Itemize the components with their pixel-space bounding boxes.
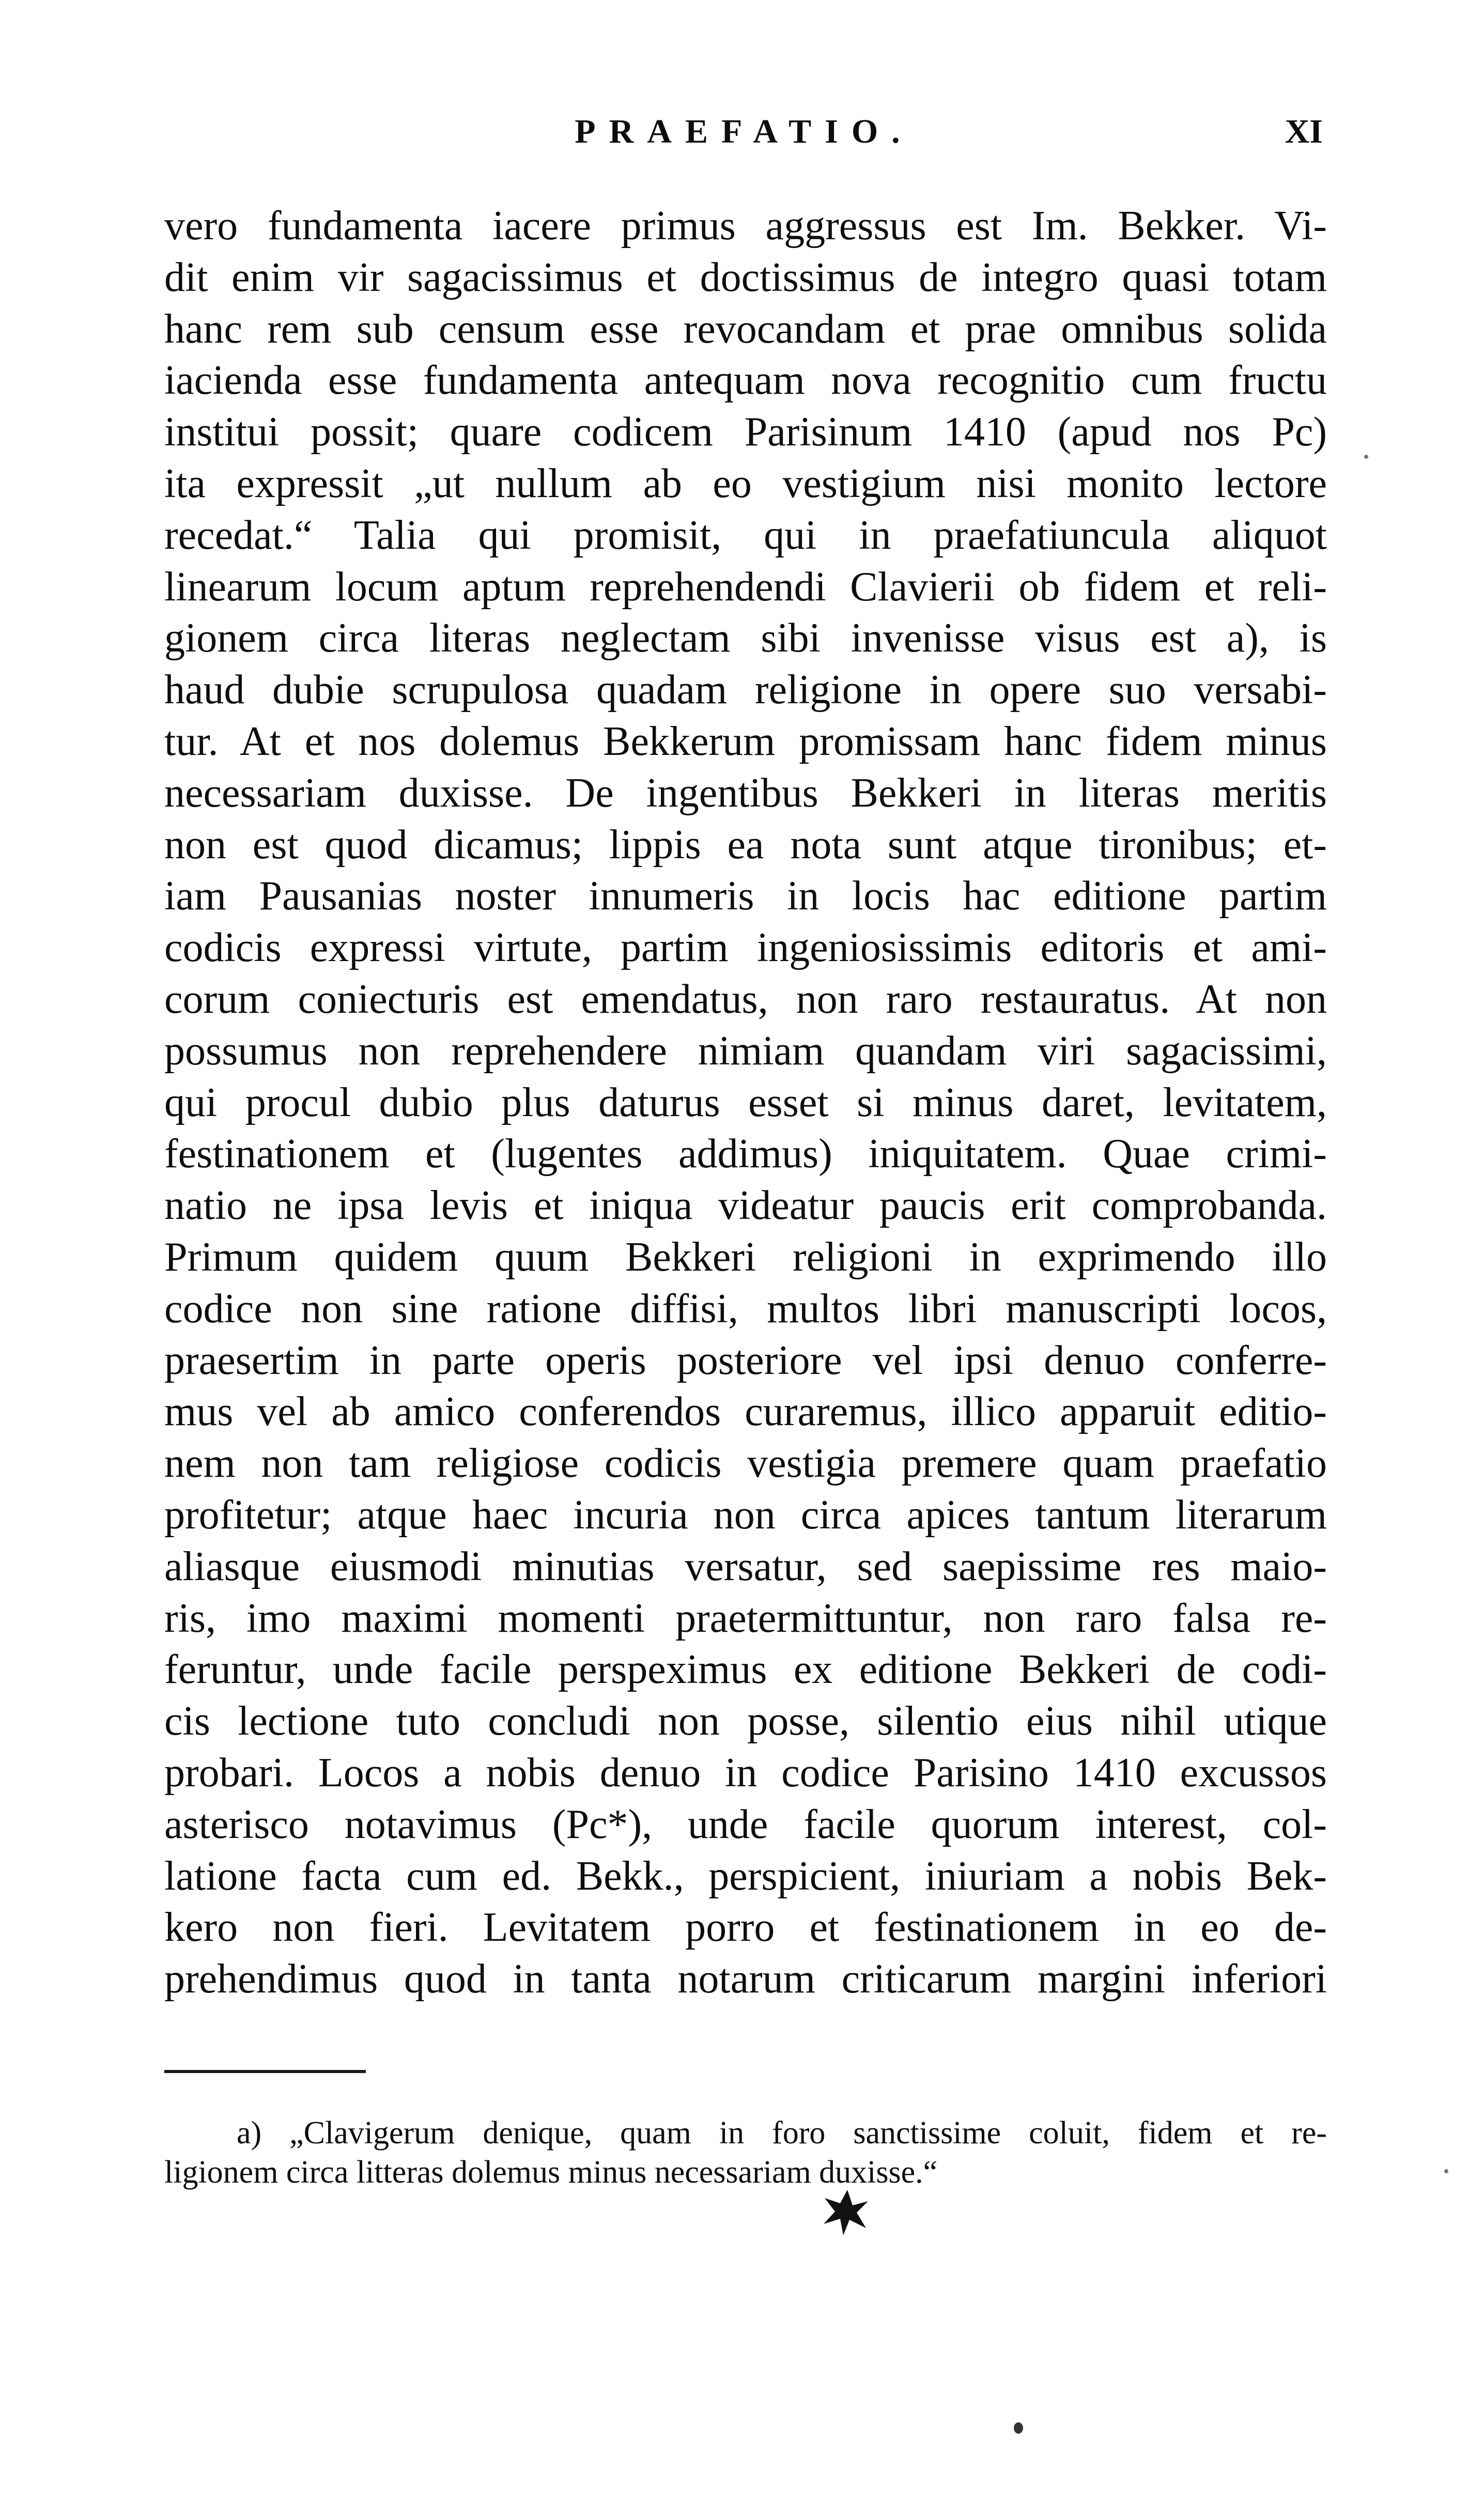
text-line: hanc rem sub censum esse revocandam et prae omnibus solida: [164, 306, 1327, 352]
running-head: [165, 103, 1323, 160]
text-line: prehendimus quod in tanta notarum criticarum margini inferiori: [164, 1956, 1327, 2002]
text-line: mus vel ab amico conferendos curaremus, illico apparuit editio-: [164, 1389, 1327, 1435]
text-line: probari. Locos a nobis denuo in codice Parisino 1410 excussos: [164, 1750, 1327, 1796]
text-line: vero fundamenta iacere primus aggressus est Im. Bekker. Vi-: [164, 203, 1327, 249]
text-line: natio ne ipsa levis et iniqua videatur paucis erit comprobanda.: [164, 1183, 1327, 1229]
text-line: institui possit; quare codicem Parisinum 1410 (apud nos Pc): [164, 409, 1327, 455]
print-speck: [1014, 2422, 1023, 2434]
text-line: possumus non reprehendere nimiam quandam viri sagacissimi,: [164, 1028, 1327, 1074]
text-line: recedat.“ Talia qui promisit, qui in praefatiuncula aliquot: [164, 512, 1327, 558]
text-line: asterisco notavimus (Pc*), unde facile quorum interest, col-: [164, 1801, 1327, 1847]
text-line: haud dubie scrupulosa quadam religione in opere suo versabi-: [164, 667, 1327, 713]
text-line: ris, imo maximi momenti praetermittuntur, non raro falsa re-: [164, 1595, 1327, 1641]
text-line: non est quod dicamus; lippis ea nota sunt atque tironibus; et-: [164, 822, 1327, 868]
text-line: codice non sine ratione diffisi, multos libri manuscripti locos,: [164, 1286, 1327, 1332]
text-line: kero non fieri. Levitatem porro et festinationem in eo de-: [164, 1905, 1327, 1951]
print-speck: [1444, 2169, 1448, 2173]
footnote-line: a) „Clavigerum denique, quam in foro sanctissime coluit, fidem et re-: [237, 2115, 1327, 2151]
text-line: qui procul dubio plus daturus esset si minus daret, levitatem,: [164, 1079, 1327, 1125]
text-line: corum coniecturis est emendatus, non raro restauratus. At non: [164, 976, 1327, 1022]
text-line: ita expressit „ut nullum ab eo vestigium nisi monito lectore: [164, 460, 1327, 506]
text-line: dit enim vir sagacissimus et doctissimus de integro quasi totam: [164, 254, 1327, 300]
text-line: cis lectione tuto concludi non posse, silentio eius nihil utique: [164, 1698, 1327, 1744]
running-title: PRAEFATIO.: [575, 113, 914, 150]
library-stamp-mark: [816, 2186, 878, 2237]
text-line: codicis expressi virtute, partim ingeniosissimis editoris et ami-: [164, 925, 1327, 971]
text-line: necessariam duxisse. De ingentibus Bekkeri in literas meritis: [164, 770, 1327, 816]
text-line: nem non tam religiose codicis vestigia premere quam praefatio: [164, 1441, 1327, 1487]
text-line: aliasque eiusmodi minutias versatur, sed saepissime res maio-: [164, 1543, 1327, 1589]
text-line: feruntur, unde facile perspeximus ex editione Bekkeri de codi-: [164, 1647, 1327, 1693]
page-number: XI: [1285, 113, 1323, 150]
footnote-line: ligionem circa litteras dolemus minus necessariam duxisse.“: [164, 2155, 938, 2190]
text-line: praesertim in parte operis posteriore vel ipsi denuo conferre-: [164, 1337, 1327, 1383]
text-line: linearum locum aptum reprehendendi Clavierii ob fidem et reli-: [164, 564, 1327, 610]
main-text: [164, 200, 1327, 2005]
text-line: tur. At et nos dolemus Bekkerum promissam hanc fidem minus: [164, 718, 1327, 764]
footnote-rule: [164, 2070, 366, 2073]
footnote: [164, 2113, 1327, 2192]
text-line: Primum quidem quum Bekkeri religioni in exprimendo illo: [164, 1234, 1327, 1280]
text-line: latione facta cum ed. Bekk., perspicient, iniuriam a nobis Bek-: [164, 1853, 1327, 1899]
text-line: gionem circa literas neglectam sibi invenisse visus est a), is: [164, 615, 1327, 661]
text-line: iam Pausanias noster innumeris in locis hac editione partim: [164, 873, 1327, 919]
text-line: profitetur; atque haec incuria non circa apices tantum literarum: [164, 1492, 1327, 1538]
text-line: iacienda esse fundamenta antequam nova recognitio cum fructu: [164, 358, 1327, 404]
print-speck: [1364, 455, 1368, 459]
text-line: festinationem et (lugentes addimus) iniquitatem. Quae crimi-: [164, 1131, 1327, 1177]
